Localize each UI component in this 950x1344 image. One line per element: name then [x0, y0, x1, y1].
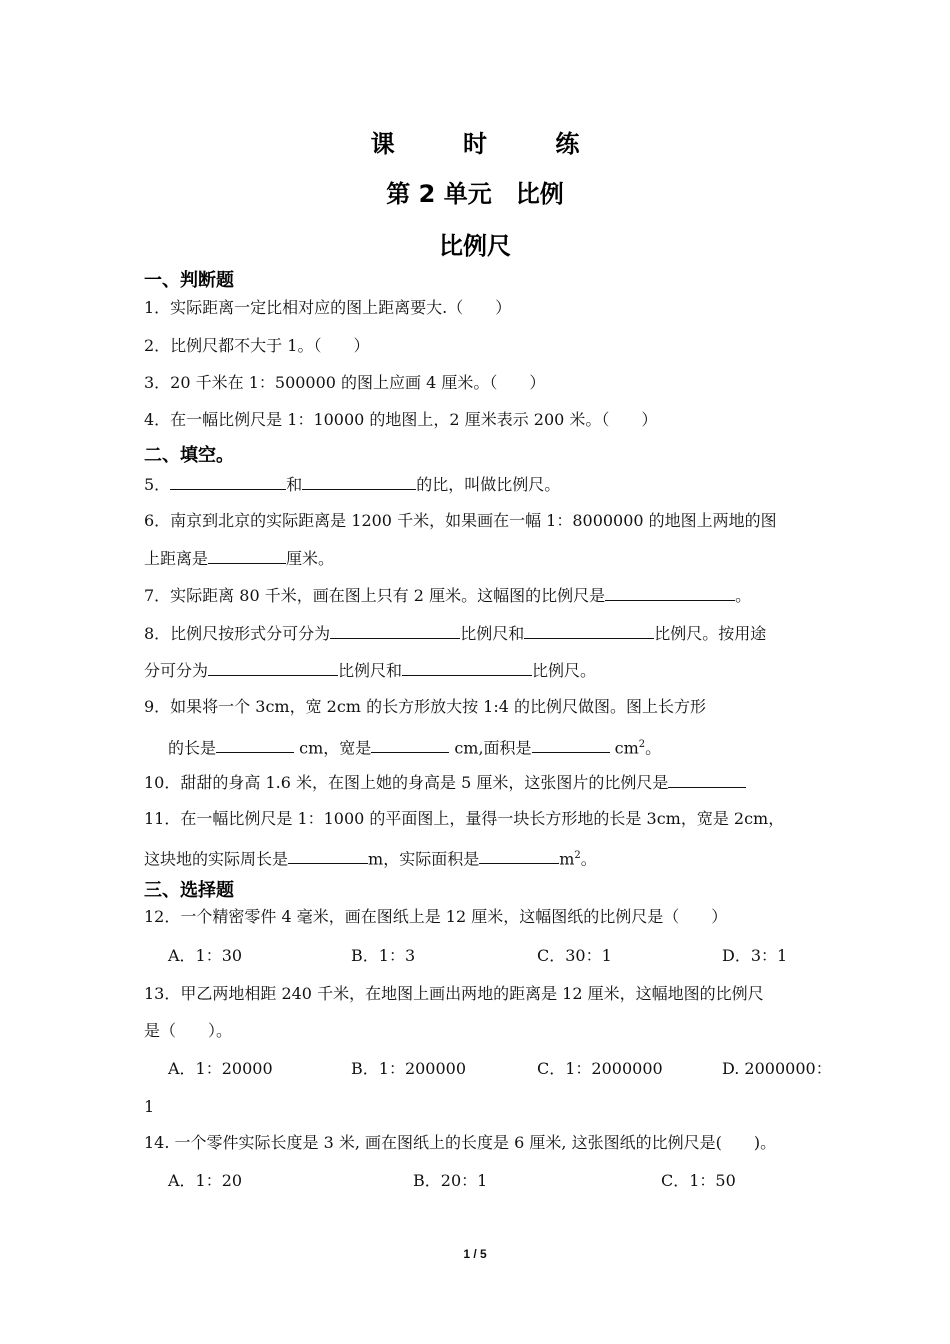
- question-8-line-1: [144, 622, 814, 645]
- q14-option-b[interactable]: B．20：1: [413, 1171, 488, 1190]
- q7-text: 7．实际距离 80 千米，画在图上只有 2 厘米。这幅图的比例尺是: [144, 586, 606, 605]
- answer-blank[interactable]: [330, 622, 460, 639]
- page-title: 课 时 练: [370, 130, 610, 158]
- q8-text-2: 比例尺和: [460, 624, 525, 643]
- question-9-line-1: 9．如果将一个 3cm，宽 2cm 的长方形放大按 1:4 的比例尺做图。图上长方形: [144, 697, 706, 716]
- q11-text: 这块地的实际周长是: [144, 849, 289, 869]
- q5-text: 和: [286, 475, 303, 494]
- question-5: [144, 473, 814, 496]
- q8-text: 8．比例尺按形式分可分为: [144, 624, 331, 643]
- q9-text: 的长是: [168, 738, 217, 758]
- q12-option-c[interactable]: C．30：1: [537, 946, 612, 965]
- answer-blank[interactable]: [605, 584, 735, 601]
- page-number: 1 / 5: [463, 1247, 487, 1261]
- answer-blank[interactable]: [208, 659, 338, 676]
- answer-blank[interactable]: [402, 659, 532, 676]
- q11-text-end: 。: [580, 849, 597, 869]
- question-13-line-2: 是（ ）。: [144, 1021, 233, 1040]
- answer-blank[interactable]: [371, 736, 449, 753]
- lesson-title: 比例尺: [439, 232, 511, 260]
- question-10: [144, 771, 814, 794]
- question-11-line-1: 11．在一幅比例尺是 1：1000 的平面图上，量得一块长方形地的长是 3cm，宽是 2cm，: [144, 809, 785, 828]
- q8-text-5: 比例尺和: [338, 661, 403, 680]
- q8-text-3: 比例尺。按用途: [654, 624, 767, 643]
- question-7: [144, 584, 814, 607]
- answer-blank[interactable]: [302, 473, 416, 490]
- q14-option-c[interactable]: C．1：50: [661, 1171, 736, 1190]
- q9-text-3: cm,面积是: [449, 738, 532, 758]
- question-11-line-2: [144, 845, 814, 870]
- answer-blank[interactable]: [524, 622, 654, 639]
- q12-option-b[interactable]: B．1：3: [351, 946, 416, 965]
- q5-text-end: 的比，叫做比例尺。: [416, 475, 561, 494]
- q13-option-a[interactable]: A．1：20000: [168, 1059, 273, 1078]
- answer-blank[interactable]: [532, 736, 610, 753]
- q11-superscript: 2: [574, 850, 581, 861]
- question-8-line-2: [144, 659, 814, 682]
- answer-blank[interactable]: [216, 736, 294, 753]
- q9-text-2: cm，宽是: [294, 738, 372, 758]
- q9-text-end: 。: [645, 738, 662, 758]
- q6-text: 上距离是: [144, 549, 209, 568]
- answer-blank[interactable]: [479, 847, 559, 864]
- q11-text-3: m: [559, 849, 575, 869]
- question-1: 1．实际距离一定比相对应的图上距离要大.（ ）: [144, 298, 512, 317]
- q9-superscript: 2: [638, 739, 646, 750]
- q6-text-end: 厘米。: [286, 549, 335, 568]
- q14-option-a[interactable]: A．1：20: [168, 1171, 243, 1190]
- q12-option-d[interactable]: D．3：1: [722, 946, 788, 965]
- q13-option-d-wrap: 1: [144, 1097, 155, 1116]
- question-6-line-1: 6．南京到北京的实际距离是 1200 千米，如果画在一幅 1：8000000 的地图上两地的图: [144, 511, 777, 530]
- answer-blank[interactable]: [288, 847, 368, 864]
- q7-text-end: 。: [735, 586, 752, 605]
- q8-text-6: 比例尺。: [532, 661, 597, 680]
- answer-blank[interactable]: [208, 547, 286, 564]
- question-4: 4．在一幅比例尺是 1：10000 的地图上，2 厘米表示 200 米。（ ）: [144, 410, 658, 429]
- q13-option-c[interactable]: C．1：2000000: [537, 1059, 663, 1078]
- section-heading-multiple-choice: 三、选择题: [144, 880, 234, 901]
- q8-text-4: 分可分为: [144, 661, 209, 680]
- question-9-line-2: [168, 734, 838, 759]
- q13-option-b[interactable]: B．1：200000: [351, 1059, 467, 1078]
- q13-option-d[interactable]: D. 2000000：: [722, 1059, 832, 1078]
- question-2: 2．比例尺都不大于 1。（ ）: [144, 336, 370, 355]
- question-12: 12．一个精密零件 4 毫米，画在图纸上是 12 厘米，这幅图纸的比例尺是（ ）: [144, 907, 728, 926]
- q10-text: 10．甜甜的身高 1.6 米，在图上她的身高是 5 厘米，这张图片的比例尺是: [144, 773, 669, 792]
- section-heading-true-false: 一、判断题: [144, 270, 234, 291]
- q12-option-a[interactable]: A．1：30: [168, 946, 243, 965]
- question-3: 3．20 千米在 1：500000 的图上应画 4 厘米。（ ）: [144, 373, 546, 392]
- question-13-line-1: 13．甲乙两地相距 240 千米，在地图上画出两地的距离是 12 厘米，这幅地图的比例尺: [144, 984, 764, 1003]
- section-heading-fill-blank: 二、填空。: [144, 445, 234, 466]
- question-6-line-2: [144, 547, 814, 570]
- q11-text-2: m，实际面积是: [368, 849, 480, 869]
- question-14: 14. 一个零件实际长度是 3 米, 画在图纸上的长度是 6 厘米, 这张图纸的比例尺是( )。: [144, 1133, 777, 1152]
- q5-number: 5．: [144, 475, 171, 494]
- unit-title: 第 2 单元 比例: [386, 180, 564, 208]
- answer-blank[interactable]: [170, 473, 286, 490]
- q9-text-4: cm: [609, 738, 639, 758]
- answer-blank[interactable]: [668, 771, 746, 788]
